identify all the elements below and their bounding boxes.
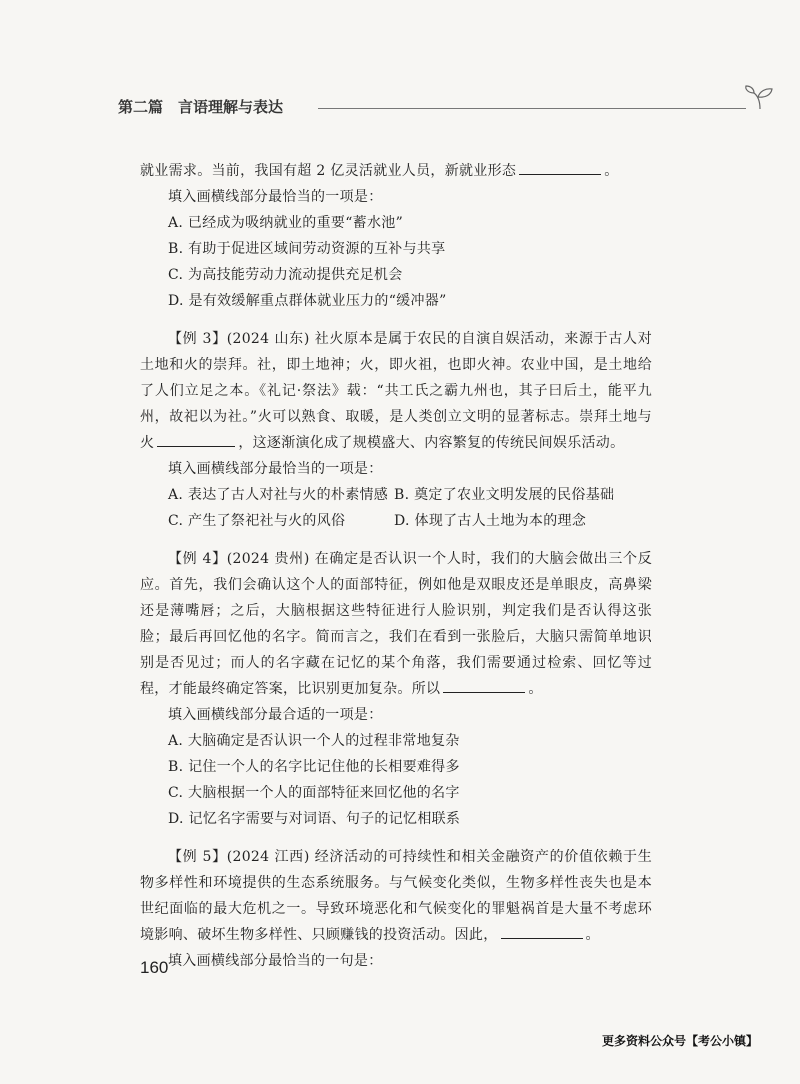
option-c: C. 产生了祭祀社与火的风俗 [168,513,346,529]
option-a: A. 表达了古人对社与火的朴素情感 [168,487,389,503]
option-a: A. 已经成为吸纳就业的重要“蓄水池” [168,215,404,231]
option-b: B. 奠定了农业文明发展的民俗基础 [394,487,615,503]
question-prompt: 填入画横线部分最恰当的一项是： [168,189,383,205]
question-stem: 【例 5】(2024 江西) 经济活动的可持续性和相关金融资产的价值依赖于生物多样性和环境提供的生态系统服务。与气候变化类似，生物多样性丧失也是本世纪面临的最大危机之一。导致环境恶化和气候变化的罪魁祸首是大量不考虑环境影响、破坏生物多样性、只顾赚钱的投资活动。因此， 。 [140,849,652,943]
option-d: D. 记忆名字需要与对词语、句子的记忆相联系 [168,811,461,827]
answer-blank [157,430,235,447]
option-b: B. 有助于促进区域间劳动资源的互补与共享 [168,241,446,257]
page-number: 160 [140,958,169,977]
option-d: D. 体现了古人土地为本的理念 [394,513,587,529]
question-prompt: 填入画横线部分最恰当的一句是： [168,953,383,969]
option-d: D. 是有效缓解重点群体就业压力的“缓冲器” [168,293,447,309]
question-stem: 【例 4】(2024 贵州) 在确定是否认识一个人时，我们的大脑会做出三个反应。首先，我们会确认这个人的面部特征，例如他是双眼皮还是单眼皮，高鼻梁还是薄嘴唇；之后，大脑根据这些特征进行人脸识别，判定我们是否认得这张脸；最后再回忆他的名字。简而言之，我们在看到一张脸后，大脑只需简单地识别是否见过；而人的名字藏在记忆的某个角落，我们需要通过检索、回忆等过程，才能最终确定答案，比识别更加复杂。所以 。 [140,551,652,697]
option-c: C. 为高技能劳动力流动提供充足机会 [168,267,403,283]
option-c: C. 大脑根据一个人的面部特征来回忆他的名字 [168,785,460,801]
question-stem: 【例 3】(2024 山东) 社火原本是属于农民的自演自娱活动，来源于古人对土地和火的崇拜。社，即土地神；火，即火祖，也即火神。农业中国，是土地给了人们立足之本。《礼记·祭法》载：“共工氏之霸九州也，其子曰后土，能平九州，故祀以为社。”火可以熟食、取暖，是人类创立文明的显著标志。崇拜土地与火 ，这逐渐演化成了规模盛大、内容繁复的传统民间娱乐活动。 [140,331,652,451]
page-body [140,158,652,974]
section-title: 第二篇 言语理解与表达 [118,98,284,116]
answer-blank [519,158,601,175]
question-prompt: 填入画横线部分最合适的一项是： [168,707,383,723]
footer-note: 更多资料公众号【考公小镇】 [601,1034,758,1048]
header-rule [318,108,746,109]
running-header [118,96,678,120]
option-b: B. 记住一个人的名字比记住他的长相要难得多 [168,759,460,775]
question-prompt: 填入画横线部分最恰当的一项是： [168,461,383,477]
option-a: A. 大脑确定是否认识一个人的过程非常地复杂 [168,733,460,749]
question-stem: 就业需求。当前，我国有超 2 亿灵活就业人员，新就业形态 。 [140,158,652,184]
sprout-icon [742,84,778,110]
answer-blank [501,922,583,939]
answer-blank [443,676,525,693]
